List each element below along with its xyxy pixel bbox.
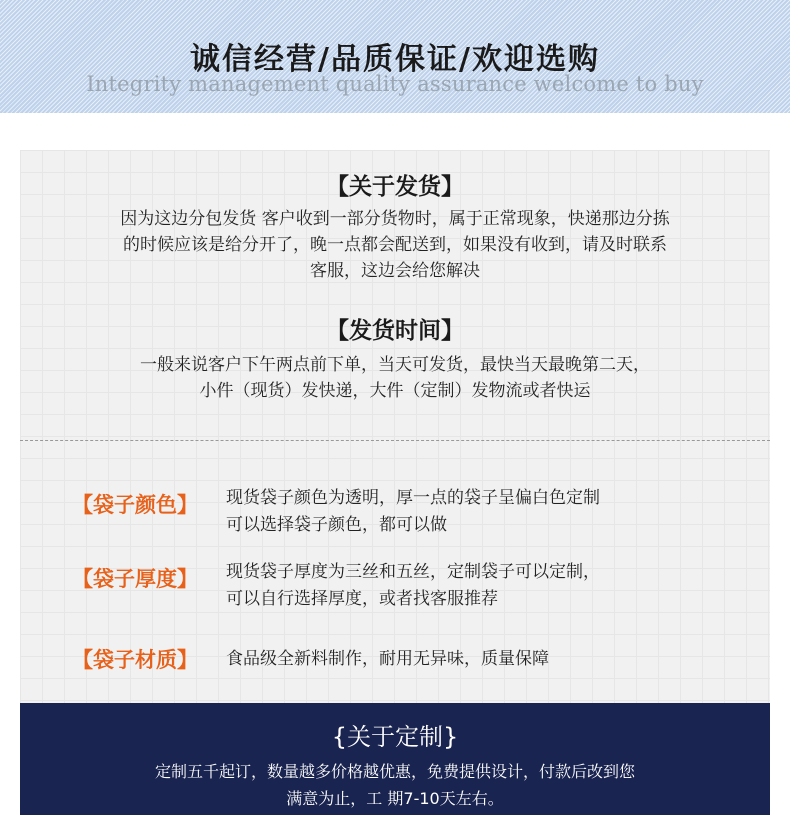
feature-text	[226, 646, 760, 673]
ship-time-title: 【发货时间】	[326, 318, 464, 344]
feature-line: 现货袋子颜色为透明，厚一点的袋子呈偏白色定制	[226, 488, 600, 508]
shipping-line: 客服，这边会给您解决	[310, 261, 480, 281]
custom-title: {关于定制}	[331, 723, 459, 751]
custom-text	[60, 758, 730, 812]
feature-text	[226, 485, 760, 539]
shipping-line: 的时候应该是给分开了，晚一点都会配送到，如果没有收到，请及时联系	[123, 235, 667, 255]
feature-label: 【袋子厚度】	[72, 567, 198, 591]
header-banner	[0, 0, 790, 113]
feature-label: 【袋子颜色】	[72, 493, 198, 517]
ship-time-text	[40, 352, 750, 404]
custom-line: 定制五千起订，数量越多价格越优惠，免费提供设计，付款后改到您	[154, 762, 635, 781]
custom-footer	[20, 703, 770, 815]
shipping-text	[40, 206, 750, 284]
feature-line: 可以选择袋子颜色，都可以做	[226, 515, 447, 535]
banner-title: 诚信经营/品质保证/欢迎选购	[190, 42, 600, 77]
info-panel	[20, 150, 770, 703]
feature-line: 现货袋子厚度为三丝和五丝，定制袋子可以定制，	[226, 562, 600, 582]
ship-time-line: 一般来说客户下午两点前下单，当天可发货，最快当天最晚第二天，	[140, 355, 650, 375]
shipping-line: 因为这边分包发货 客户收到一部分货物时，属于正常现象，快递那边分拣	[120, 209, 670, 229]
feature-text	[226, 559, 760, 613]
shipping-title: 【关于发货】	[326, 174, 464, 200]
feature-line: 可以自行选择厚度，或者找客服推荐	[226, 589, 498, 609]
dashed-divider	[20, 440, 770, 441]
feature-line: 食品级全新料制作，耐用无异味，质量保障	[226, 649, 549, 669]
custom-line: 满意为止，工 期7-10天左右。	[286, 789, 504, 808]
ship-time-line: 小件（现货）发快递，大件（定制）发物流或者快运	[199, 381, 591, 401]
feature-label: 【袋子材质】	[72, 648, 198, 672]
banner-subtitle: Integrity management quality assurance welcome to buy	[86, 72, 704, 96]
